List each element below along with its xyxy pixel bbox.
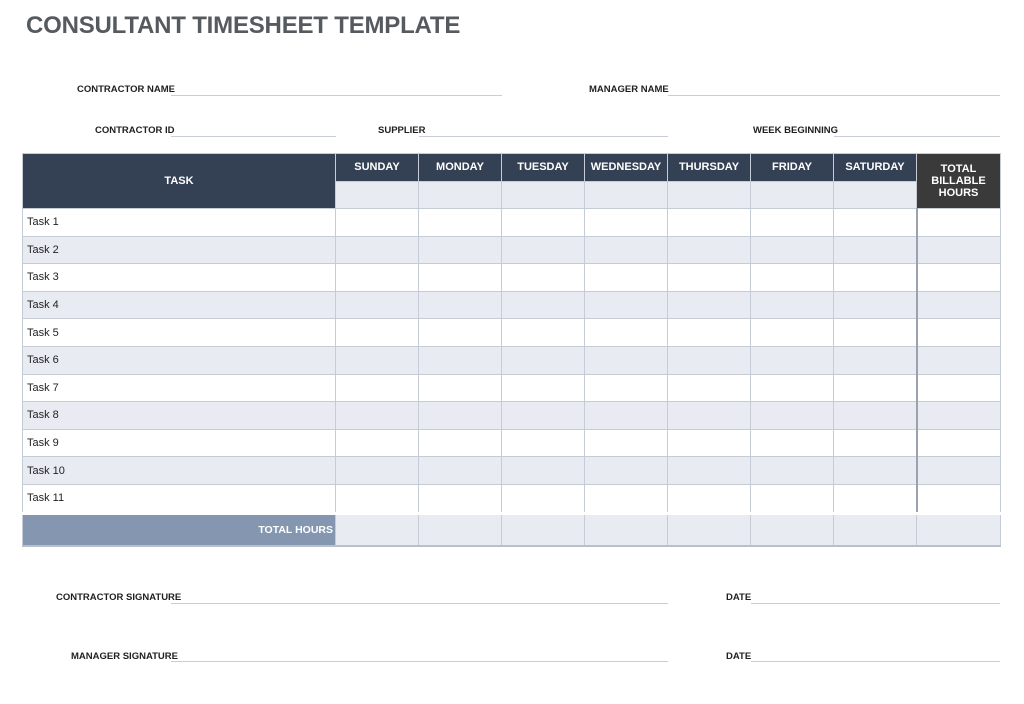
table-row: [23, 402, 1001, 430]
hours-cell[interactable]: [834, 484, 917, 513]
hours-cell[interactable]: [751, 457, 834, 485]
hours-cell[interactable]: [585, 457, 668, 485]
table-row: [23, 209, 1001, 237]
contractor-date-label: DATE: [726, 592, 752, 603]
row-total-cell[interactable]: [917, 346, 1001, 374]
total-hours-row: [23, 513, 1001, 546]
row-total-cell[interactable]: [917, 236, 1001, 264]
hours-cell[interactable]: [751, 402, 834, 430]
row-total-cell[interactable]: [917, 484, 1001, 513]
total-hours-cell[interactable]: [585, 513, 668, 546]
hours-cell[interactable]: [751, 346, 834, 374]
row-total-cell[interactable]: [917, 291, 1001, 319]
row-total-cell[interactable]: [917, 264, 1001, 292]
hours-cell[interactable]: [502, 291, 585, 319]
hours-cell[interactable]: [502, 209, 585, 237]
table-row: [23, 291, 1001, 319]
hours-cell[interactable]: [502, 402, 585, 430]
task-name-cell[interactable]: Task 3: [23, 264, 336, 292]
hours-cell[interactable]: [502, 346, 585, 374]
table-row: [23, 429, 1001, 457]
total-hours-cell[interactable]: [668, 513, 751, 546]
row-total-cell[interactable]: [917, 429, 1001, 457]
total-hours-cell[interactable]: [336, 513, 419, 546]
hours-cell[interactable]: [751, 291, 834, 319]
hours-cell[interactable]: [419, 457, 502, 485]
hours-cell[interactable]: [668, 346, 751, 374]
hours-cell[interactable]: [834, 374, 917, 402]
contractor-signature-label: CONTRACTOR SIGNATURE: [56, 592, 182, 603]
hours-cell[interactable]: [419, 319, 502, 347]
day-header-wednesday: WEDNESDAY: [585, 154, 668, 182]
hours-cell[interactable]: [336, 209, 419, 237]
hours-cell[interactable]: [751, 374, 834, 402]
timesheet-table: [22, 153, 1001, 547]
hours-cell[interactable]: [585, 374, 668, 402]
hours-cell[interactable]: [585, 402, 668, 430]
hours-cell[interactable]: [336, 346, 419, 374]
grand-total-cell[interactable]: [917, 513, 1001, 546]
total-hours-cell[interactable]: [502, 513, 585, 546]
hours-cell[interactable]: [419, 374, 502, 402]
hours-cell[interactable]: [751, 236, 834, 264]
hours-cell[interactable]: [834, 429, 917, 457]
hours-cell[interactable]: [336, 402, 419, 430]
supplier-field[interactable]: [419, 136, 668, 137]
hours-cell[interactable]: [668, 374, 751, 402]
date-cell-thursday[interactable]: [668, 181, 751, 209]
total-hours-cell[interactable]: [419, 513, 502, 546]
table-row: [23, 374, 1001, 402]
hours-cell[interactable]: [419, 236, 502, 264]
hours-cell[interactable]: [336, 264, 419, 292]
hours-cell[interactable]: [585, 291, 668, 319]
hours-cell[interactable]: [502, 236, 585, 264]
hours-cell[interactable]: [585, 429, 668, 457]
hours-cell[interactable]: [834, 291, 917, 319]
hours-cell[interactable]: [336, 374, 419, 402]
hours-cell[interactable]: [668, 484, 751, 513]
hours-cell[interactable]: [336, 429, 419, 457]
manager-date-label: DATE: [726, 651, 752, 662]
table-row: [23, 346, 1001, 374]
contractor-signature-field[interactable]: [171, 603, 668, 604]
row-total-cell[interactable]: [917, 319, 1001, 347]
task-name-cell[interactable]: Task 9: [23, 429, 336, 457]
table-row: [23, 264, 1001, 292]
task-column-header: TASK: [23, 154, 336, 209]
hours-cell[interactable]: [502, 374, 585, 402]
hours-cell[interactable]: [419, 291, 502, 319]
contractor-id-label: CONTRACTOR ID: [95, 125, 175, 136]
hours-cell[interactable]: [585, 209, 668, 237]
hours-cell[interactable]: [419, 209, 502, 237]
date-cell-wednesday[interactable]: [585, 181, 668, 209]
contractor-date-field[interactable]: [751, 603, 1000, 604]
hours-cell[interactable]: [585, 484, 668, 513]
task-name-cell[interactable]: Task 8: [23, 402, 336, 430]
hours-cell[interactable]: [751, 319, 834, 347]
day-header-tuesday: TUESDAY: [502, 154, 585, 182]
total-billable-header-line1: TOTAL BILLABLE: [931, 163, 986, 187]
hours-cell[interactable]: [668, 429, 751, 457]
week-beginning-field[interactable]: [834, 136, 1000, 137]
row-total-cell[interactable]: [917, 402, 1001, 430]
contractor-name-label: CONTRACTOR NAME: [77, 84, 175, 95]
manager-name-label: MANAGER NAME: [589, 84, 669, 95]
hours-cell[interactable]: [336, 291, 419, 319]
hours-cell[interactable]: [419, 346, 502, 374]
supplier-label: SUPPLIER: [378, 125, 426, 136]
hours-cell[interactable]: [336, 484, 419, 513]
task-name-cell[interactable]: Task 6: [23, 346, 336, 374]
hours-cell[interactable]: [668, 457, 751, 485]
day-header-thursday: THURSDAY: [668, 154, 751, 182]
date-cell-friday[interactable]: [751, 181, 834, 209]
hours-cell[interactable]: [502, 319, 585, 347]
contractor-name-field[interactable]: [171, 95, 502, 96]
hours-cell[interactable]: [419, 484, 502, 513]
hours-cell[interactable]: [751, 209, 834, 237]
hours-cell[interactable]: [585, 346, 668, 374]
manager-name-field[interactable]: [668, 95, 1000, 96]
day-header-saturday: SATURDAY: [834, 154, 917, 182]
date-cell-saturday[interactable]: [834, 181, 917, 209]
week-beginning-label: WEEK BEGINNING: [753, 125, 838, 136]
hours-cell[interactable]: [419, 402, 502, 430]
hours-cell[interactable]: [834, 457, 917, 485]
hours-cell[interactable]: [834, 209, 917, 237]
hours-cell[interactable]: [502, 264, 585, 292]
hours-cell[interactable]: [668, 402, 751, 430]
hours-cell[interactable]: [419, 429, 502, 457]
date-cell-tuesday[interactable]: [502, 181, 585, 209]
hours-cell[interactable]: [502, 484, 585, 513]
hours-cell[interactable]: [419, 264, 502, 292]
manager-date-field[interactable]: [751, 661, 1000, 662]
task-name-cell[interactable]: Task 11: [23, 484, 336, 513]
table-row: [23, 319, 1001, 347]
day-header-friday: FRIDAY: [751, 154, 834, 182]
row-total-cell[interactable]: [917, 209, 1001, 237]
total-billable-header-line2: HOURS: [938, 187, 979, 199]
hours-cell[interactable]: [668, 291, 751, 319]
total-billable-hours-header: [917, 154, 1001, 209]
hours-cell[interactable]: [668, 264, 751, 292]
hours-cell[interactable]: [502, 429, 585, 457]
manager-signature-label: MANAGER SIGNATURE: [71, 651, 178, 662]
hours-cell[interactable]: [585, 236, 668, 264]
task-name-cell[interactable]: Task 1: [23, 209, 336, 237]
total-hours-cell[interactable]: [751, 513, 834, 546]
task-name-cell[interactable]: Task 7: [23, 374, 336, 402]
hours-cell[interactable]: [336, 457, 419, 485]
hours-cell[interactable]: [336, 319, 419, 347]
hours-cell[interactable]: [502, 457, 585, 485]
row-total-cell[interactable]: [917, 374, 1001, 402]
hours-cell[interactable]: [668, 209, 751, 237]
hours-cell[interactable]: [834, 319, 917, 347]
hours-cell[interactable]: [751, 484, 834, 513]
hours-cell[interactable]: [585, 264, 668, 292]
row-total-cell[interactable]: [917, 457, 1001, 485]
day-header-sunday: SUNDAY: [336, 154, 419, 182]
table-row: [23, 484, 1001, 513]
table-row: [23, 457, 1001, 485]
hours-cell[interactable]: [834, 346, 917, 374]
task-name-cell[interactable]: Task 2: [23, 236, 336, 264]
hours-cell[interactable]: [668, 319, 751, 347]
task-name-cell[interactable]: Task 5: [23, 319, 336, 347]
total-hours-cell[interactable]: [834, 513, 917, 546]
manager-signature-field[interactable]: [171, 661, 668, 662]
date-cell-monday[interactable]: [419, 181, 502, 209]
day-header-monday: MONDAY: [419, 154, 502, 182]
hours-cell[interactable]: [751, 264, 834, 292]
hours-cell[interactable]: [834, 402, 917, 430]
contractor-id-field[interactable]: [171, 136, 336, 137]
total-hours-label: TOTAL HOURS: [23, 513, 336, 546]
hours-cell[interactable]: [751, 429, 834, 457]
hours-cell[interactable]: [834, 264, 917, 292]
date-cell-sunday[interactable]: [336, 181, 419, 209]
hours-cell[interactable]: [585, 319, 668, 347]
page-title: CONSULTANT TIMESHEET TEMPLATE: [26, 12, 461, 39]
task-name-cell[interactable]: Task 4: [23, 291, 336, 319]
task-rows: [23, 209, 1001, 514]
table-row: [23, 236, 1001, 264]
hours-cell[interactable]: [336, 236, 419, 264]
task-name-cell[interactable]: Task 10: [23, 457, 336, 485]
hours-cell[interactable]: [834, 236, 917, 264]
hours-cell[interactable]: [668, 236, 751, 264]
